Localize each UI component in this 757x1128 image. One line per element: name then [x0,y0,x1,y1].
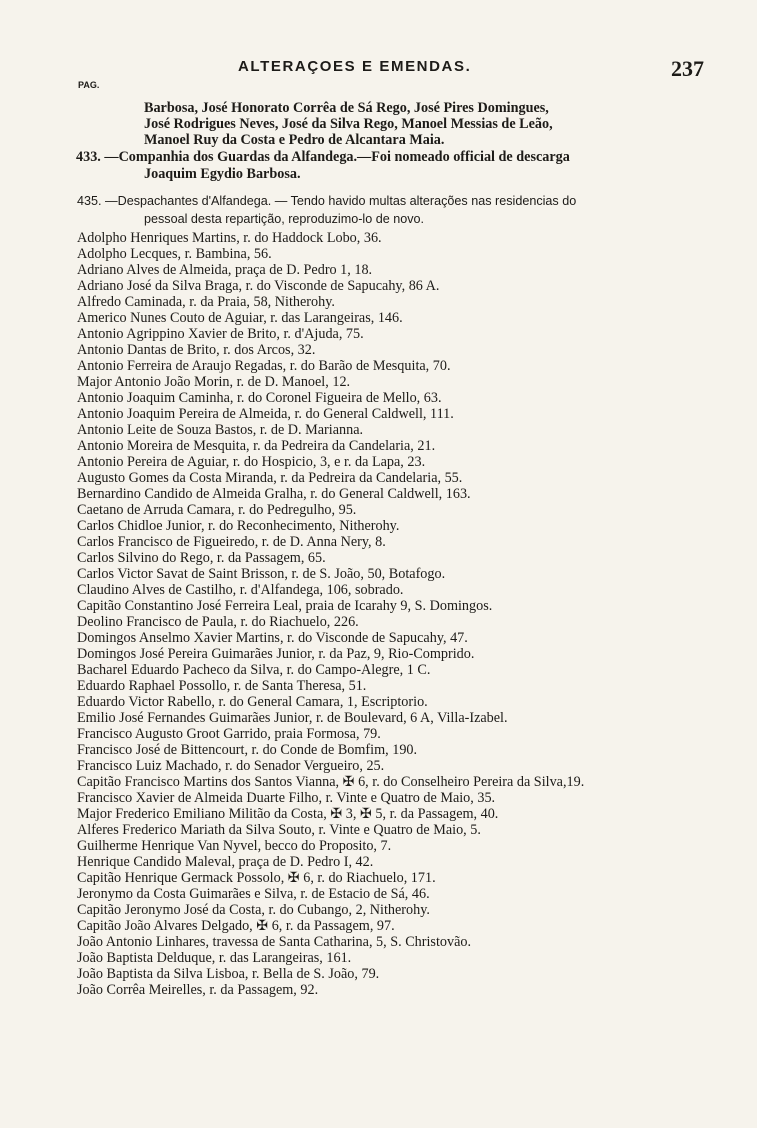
list-item: Americo Nunes Couto de Aguiar, r. das Larangeiras, 146. [77,310,403,326]
list-item: Carlos Silvino do Rego, r. da Passagem, 65. [77,550,326,566]
text-line: Joaquim Egydio Barbosa. [144,166,301,182]
list-item: Carlos Francisco de Figueiredo, r. de D. Anna Nery, 8. [77,534,386,550]
list-item: Capitão Constantino José Ferreira Leal, praia de Icarahy 9, S. Domingos. [77,598,493,614]
list-item: Carlos Victor Savat de Saint Brisson, r. de S. João, 50, Botafogo. [77,566,446,582]
list-item: Jeronymo da Costa Guimarães e Silva, r. de Estacio de Sá, 46. [77,886,430,902]
list-item: Henrique Candido Maleval, praça de D. Pedro I, 42. [77,854,374,870]
list-item: Antonio Moreira de Mesquita, r. da Pedreira da Candelaria, 21. [77,438,436,454]
list-item: Major Frederico Emiliano Militão da Costa, ✠ 3, ✠ 5, r. da Passagem, 40. [77,806,499,822]
list-item: Adolpho Lecques, r. Bambina, 56. [77,246,272,262]
list-item: Caetano de Arruda Camara, r. do Pedregulho, 95. [77,502,357,518]
list-item: Deolino Francisco de Paula, r. do Riachuelo, 226. [77,614,359,630]
list-item: Antonio Dantas de Brito, r. dos Arcos, 32. [77,342,316,358]
list-item: Capitão João Alvares Delgado, ✠ 6, r. da Passagem, 97. [77,918,395,934]
list-item: João Corrêa Meirelles, r. da Passagem, 92. [77,982,319,998]
list-item: João Antonio Linhares, travessa de Santa Catharina, 5, S. Christovão. [77,934,472,950]
list-item: Guilherme Henrique Van Nyvel, becco do Proposito, 7. [77,838,392,854]
list-item: Francisco Xavier de Almeida Duarte Filho, r. Vinte e Quatro de Maio, 35. [77,790,496,806]
text-line: José Rodrigues Neves, José da Silva Rego, Manoel Messias de Leão, [144,116,553,132]
list-item: Domingos José Pereira Guimarães Junior, r. da Paz, 9, Rio-Comprido. [77,646,475,662]
text-line: Manoel Ruy da Costa e Pedro de Alcantara Maia. [144,132,445,148]
list-item: Capitão Francisco Martins dos Santos Vianna, ✠ 6, r. do Conselheiro Pereira da Silva,19. [77,774,585,790]
list-item: Augusto Gomes da Costa Miranda, r. da Pedreira da Candelaria, 55. [77,470,463,486]
list-item: Bernardino Candido de Almeida Gralha, r. do General Caldwell, 163. [77,486,471,502]
list-item: Major Antonio João Morin, r. de D. Manoel, 12. [77,374,351,390]
text-line: 433. —Companhia dos Guardas da Alfandega.—Foi nomeado official de descarga [76,149,570,165]
list-item: Capitão Henrique Germack Possolo, ✠ 6, r. do Riachuelo, 171. [77,870,436,886]
list-item: Emilio José Fernandes Guimarães Junior, r. de Boulevard, 6 A, Villa-Izabel. [77,710,508,726]
pag-label: PAG. [78,80,100,90]
running-title: ALTERAÇOES E EMENDAS. [238,58,472,75]
text-line: pessoal desta repartição, reproduzimo-lo de novo. [144,212,425,226]
list-item: Alferes Frederico Mariath da Silva Souto, r. Vinte e Quatro de Maio, 5. [77,822,481,838]
list-item: Antonio Ferreira de Araujo Regadas, r. do Barão de Mesquita, 70. [77,358,451,374]
list-item: Antonio Joaquim Caminha, r. do Coronel Figueira de Mello, 63. [77,390,442,406]
list-item: Eduardo Raphael Possollo, r. de Santa Theresa, 51. [77,678,367,694]
page-number: 237 [671,56,704,81]
list-item: Capitão Jeronymo José da Costa, r. do Cubango, 2, Nitherohy. [77,902,430,918]
list-item: Antonio Leite de Souza Bastos, r. de D. Marianna. [77,422,364,438]
text-line: Barbosa, José Honorato Corrêa de Sá Rego, José Pires Domingues, [144,100,549,116]
list-item: João Baptista Delduque, r. das Larangeiras, 161. [77,950,352,966]
list-item: Eduardo Victor Rabello, r. do General Camara, 1, Escriptorio. [77,694,428,710]
list-item: Antonio Joaquim Pereira de Almeida, r. do General Caldwell, 111. [77,406,454,422]
list-item: Francisco José de Bittencourt, r. do Conde de Bomfim, 190. [77,742,418,758]
text-line: 435. —Despachantes d'Alfandega. — Tendo havido multas alterações nas residencias do [77,194,577,208]
list-item: João Baptista da Silva Lisboa, r. Bella de S. João, 79. [77,966,380,982]
list-item: Francisco Luiz Machado, r. do Senador Vergueiro, 25. [77,758,385,774]
list-item: Domingos Anselmo Xavier Martins, r. do Visconde de Sapucahy, 47. [77,630,468,646]
page-header [0,58,757,84]
list-item: Carlos Chidloe Junior, r. do Reconhecimento, Nitherohy. [77,518,400,534]
list-item: Adriano José da Silva Braga, r. do Visconde de Sapucahy, 86 A. [77,278,440,294]
list-item: Alfredo Caminada, r. da Praia, 58, Nitherohy. [77,294,335,310]
list-item: Adolpho Henriques Martins, r. do Haddock Lobo, 36. [77,230,382,246]
list-item: Adriano Alves de Almeida, praça de D. Pedro 1, 18. [77,262,373,278]
list-item: Bacharel Eduardo Pacheco da Silva, r. do Campo-Alegre, 1 C. [77,662,431,678]
list-item: Antonio Pereira de Aguiar, r. do Hospicio, 3, e r. da Lapa, 23. [77,454,426,470]
list-item: Francisco Augusto Groot Garrido, praia Formosa, 79. [77,726,381,742]
list-item: Antonio Agrippino Xavier de Brito, r. d'Ajuda, 75. [77,326,364,342]
list-item: Claudino Alves de Castilho, r. d'Alfandega, 106, sobrado. [77,582,404,598]
